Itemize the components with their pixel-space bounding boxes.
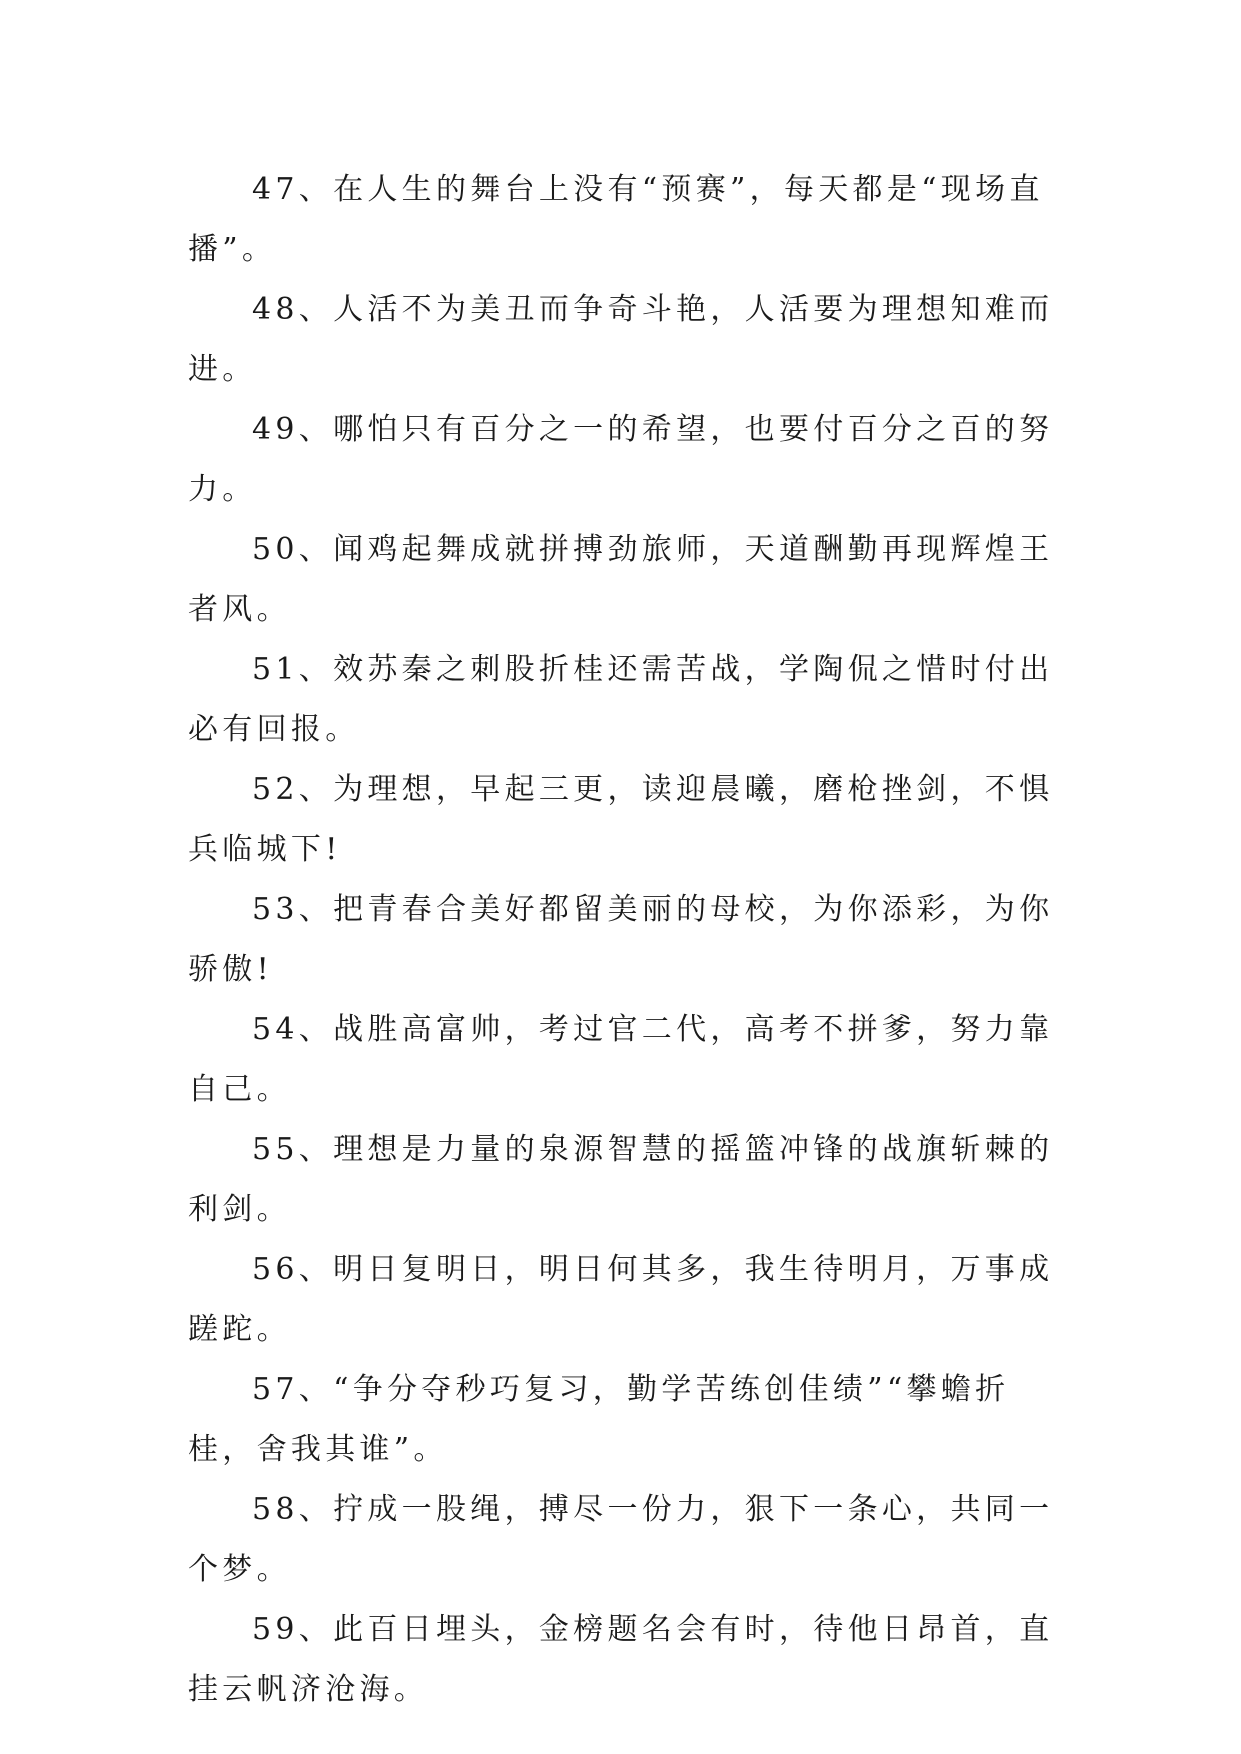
paragraph-49 [188, 400, 1068, 520]
paragraph-text: 54、战胜高富帅，考过官二代，高考不拼爹，努力靠自己。 [188, 1012, 1054, 1107]
paragraph-58 [188, 1480, 1068, 1600]
paragraph-text: 49、哪怕只有百分之一的希望，也要付百分之百的努力。 [188, 412, 1054, 507]
paragraph-54 [188, 1000, 1068, 1120]
paragraph-52 [188, 760, 1068, 880]
paragraph-47 [188, 160, 1068, 280]
paragraph-50 [188, 520, 1068, 640]
paragraph-56 [188, 1240, 1068, 1360]
paragraph-text: 51、效苏秦之刺股折桂还需苦战，学陶侃之惜时付出必有回报。 [188, 652, 1054, 747]
paragraph-text: 48、人活不为美丑而争奇斗艳，人活要为理想知难而进。 [188, 292, 1054, 387]
document-body [188, 160, 1068, 1720]
paragraph-59 [188, 1600, 1068, 1720]
paragraph-57 [188, 1360, 1068, 1480]
paragraph-text: 53、把青春合美好都留美丽的母校，为你添彩，为你骄傲! [188, 892, 1054, 987]
paragraph-text: 58、拧成一股绳，搏尽一份力，狠下一条心，共同一个梦。 [188, 1492, 1054, 1587]
paragraph-48 [188, 280, 1068, 400]
paragraph-55 [188, 1120, 1068, 1240]
paragraph-text: 55、理想是力量的泉源智慧的摇篮冲锋的战旗斩棘的利剑。 [188, 1132, 1054, 1227]
paragraph-text: 47、在人生的舞台上没有“预赛”，每天都是“现场直播”。 [188, 172, 1044, 267]
paragraph-text: 57、“争分夺秒巧复习，勤学苦练创佳绩”“攀蟾折桂，舍我其谁”。 [188, 1372, 1010, 1467]
paragraph-text: 59、此百日埋头，金榜题名会有时，待他日昂首，直挂云帆济沧海。 [188, 1612, 1054, 1707]
paragraph-53 [188, 880, 1068, 1000]
paragraph-text: 52、为理想，早起三更，读迎晨曦，磨枪挫剑，不惧兵临城下! [188, 772, 1054, 867]
paragraph-text: 56、明日复明日，明日何其多，我生待明月，万事成蹉跎。 [188, 1252, 1054, 1347]
paragraph-51 [188, 640, 1068, 760]
paragraph-text: 50、闻鸡起舞成就拼搏劲旅师，天道酬勤再现辉煌王者风。 [188, 532, 1054, 627]
